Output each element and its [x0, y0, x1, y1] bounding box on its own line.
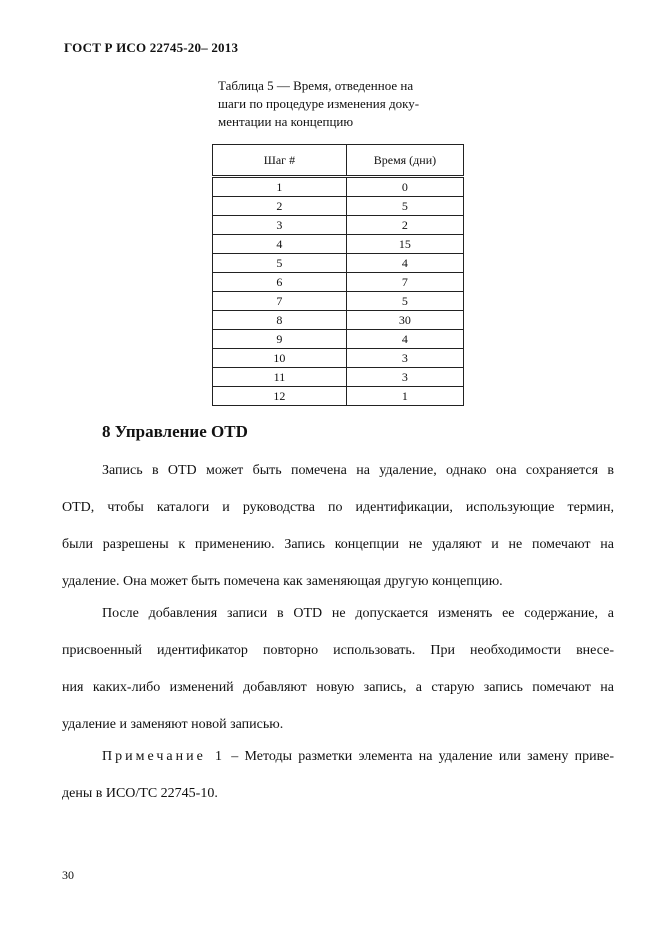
table-row [213, 216, 464, 235]
table-caption-line: шаги по процедуре изменения доку- [218, 96, 420, 111]
table-caption [218, 77, 463, 131]
table-row [213, 177, 464, 197]
table-caption-line: Таблица 5 — Время, отведенное на [218, 78, 414, 93]
paragraph-line: ния каких-либо изменений добавляют новую запись, а старую запись помечают на [62, 680, 614, 695]
document-header: ГОСТ Р ИСО 22745-20– 2013 [64, 40, 239, 55]
table-row [213, 330, 464, 349]
paragraph-deletion-marking [62, 452, 614, 600]
column-header-time: Время (дни) [346, 145, 463, 177]
table-caption-line: ментации на концепцию [218, 114, 354, 129]
table-row [213, 235, 464, 254]
step-cell: 9 [213, 330, 347, 349]
column-header-step: Шаг # [213, 145, 347, 177]
table-row [213, 368, 464, 387]
table-row [213, 387, 464, 406]
days-cell: 1 [346, 387, 463, 406]
step-cell: 8 [213, 311, 347, 330]
days-cell: 4 [346, 254, 463, 273]
note-block [62, 738, 614, 812]
table-row [213, 292, 464, 311]
paragraph-line: Запись в OTD может быть помечена на удаление, однако она сохраняется в [102, 463, 614, 478]
days-cell: 3 [346, 349, 463, 368]
table-row [213, 311, 464, 330]
step-cell: 11 [213, 368, 347, 387]
table-header-row [213, 145, 464, 177]
paragraph-line: были разрешены к применению. Запись концепции не удаляют и не помечают на [62, 537, 614, 552]
note-label: Примечание 1 [102, 749, 226, 764]
table-row [213, 197, 464, 216]
paragraph-line: удаление и заменяют новой записью. [62, 717, 284, 732]
days-cell: 15 [346, 235, 463, 254]
days-cell: 5 [346, 197, 463, 216]
step-cell: 2 [213, 197, 347, 216]
step-cell: 10 [213, 349, 347, 368]
step-cell: 3 [213, 216, 347, 235]
section-heading: 8 Управление OTD [102, 422, 248, 441]
days-cell: 3 [346, 368, 463, 387]
note-line [62, 738, 614, 775]
paragraph-no-modification [62, 595, 614, 743]
table-row [213, 273, 464, 292]
step-cell: 6 [213, 273, 347, 292]
paragraph-line: присвоенный идентификатор повторно использовать. При необходимости внесе- [62, 643, 614, 658]
step-cell: 4 [213, 235, 347, 254]
steps-time-table [212, 144, 464, 406]
page-number: 30 [62, 868, 74, 882]
paragraph-line: После добавления записи в OTD не допускается изменять ее содержание, а [102, 606, 614, 621]
note-text: – Методы разметки элемента на удаление или замену приве- [225, 749, 614, 764]
days-cell: 2 [346, 216, 463, 235]
days-cell: 5 [346, 292, 463, 311]
paragraph-line: удаление. Она может быть помечена как заменяющая другую концепцию. [62, 574, 503, 589]
days-cell: 30 [346, 311, 463, 330]
days-cell: 7 [346, 273, 463, 292]
step-cell: 5 [213, 254, 347, 273]
table-row [213, 349, 464, 368]
days-cell: 0 [346, 177, 463, 197]
table-row [213, 254, 464, 273]
step-cell: 7 [213, 292, 347, 311]
paragraph-line: OTD, чтобы каталоги и руководства по идентификации, использующие термин, [62, 500, 614, 515]
step-cell: 1 [213, 177, 347, 197]
days-cell: 4 [346, 330, 463, 349]
note-line: дены в ИСО/ТС 22745-10. [62, 786, 218, 801]
step-cell: 12 [213, 387, 347, 406]
